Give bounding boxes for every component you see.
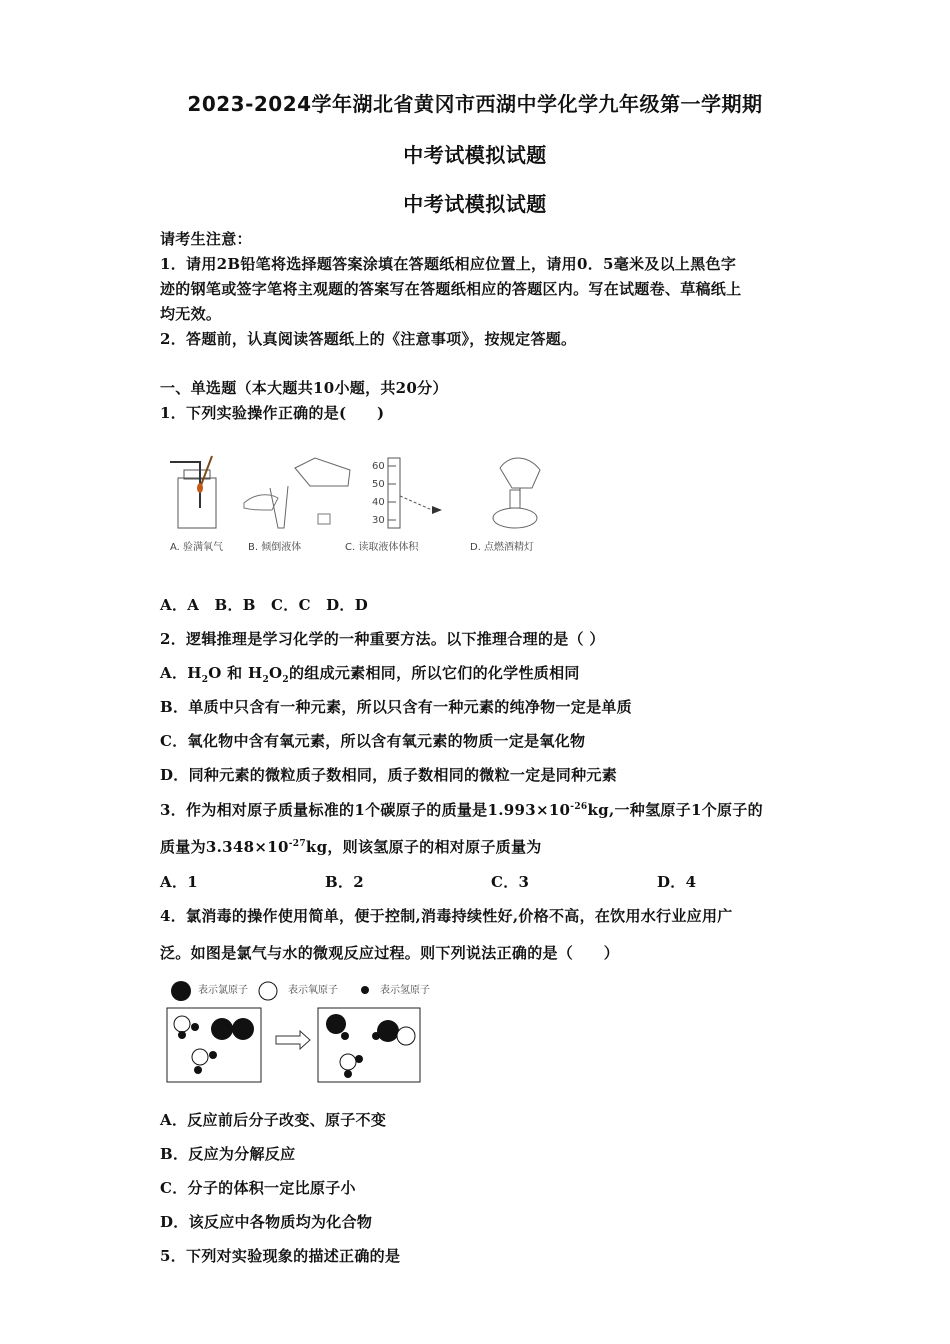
legend-chlorine-atom [171,981,191,1001]
legend-oxygen-atom [259,982,277,1000]
fig-label-d: D. 点燃酒精灯 [470,542,535,553]
q3-option-d: D．4 [657,873,697,891]
q2-option-b: B．单质中只含有一种元素，所以只含有一种元素的纯净物一定是单质 [160,698,632,716]
q2-a-text: O [269,664,283,682]
legend-chlorine-label: 表示氯原子 [198,985,248,996]
notice-heading: 请考生注意： [160,230,252,248]
q1-stem: 1．下列实验操作正确的是( ) [160,404,385,422]
q3-text: kg，则该氢原子的相对原子质量为 [305,838,542,856]
fig-a-gas-bottle [170,456,216,528]
q3-text: kg,一种氢原子1个原子的 [587,801,763,819]
q3-stem-line2 [160,836,542,857]
exam-title-line2: 中考试模拟试题 [403,143,547,167]
q3-text: 3．作为相对原子质量标准的1个碳原子的质量是1.993×10 [160,801,571,819]
legend-hydrogen-atom [361,986,369,994]
fig-label-b: B. 倾倒液体 [248,542,302,553]
cylinder-tick-40: 40 [372,497,385,508]
q2-option-d: D．同种元素的微粒质子数相同，质子数相同的微粒一定是同种元素 [160,766,618,784]
q4-option-b: B．反应为分解反应 [160,1145,296,1163]
q3-stem-line1 [160,799,763,820]
q1-options: A．A B．B C．C D．D [160,596,369,614]
q2-a-sub: 2 [282,675,289,685]
q2-a-sub: 2 [201,675,209,685]
q3-exponent: -27 [288,839,306,849]
q4-option-a: A．反应前后分子改变、原子不变 [160,1111,387,1129]
q4-stem-line2: 泛。如图是氯气与水的微观反应过程。则下列说法正确的是（ ） [160,944,620,962]
cylinder-tick-30: 30 [372,515,385,526]
cylinder-tick-60: 60 [372,461,385,472]
q3-option-a: A．1 [160,873,198,891]
fig-d-alcohol-lamp [493,458,540,528]
section1-heading: 一、单选题（本大题共10小题，共20分） [160,379,448,397]
q1-figure [160,448,580,558]
q2-a-sub: 2 [262,675,270,685]
q5-stem: 5．下列对实验现象的描述正确的是 [160,1247,401,1265]
fig-label-c: C. 读取液体体积 [345,542,419,553]
q4-stem-line1: 4．氯消毒的操作使用简单，便于控制,消毒持续性好,价格不高，在饮用水行业应用广 [160,907,733,925]
fig-label-a: A. 验满氧气 [170,542,224,553]
q2-a-text: A．H [160,664,202,682]
notice-item2: 2．答题前，认真阅读答题纸上的《注意事项》，按规定答题。 [160,330,577,348]
q4-option-c: C．分子的体积一定比原子小 [160,1179,356,1197]
notice-item1-line1: 1．请用2B铅笔将选择题答案涂填在答题纸相应位置上，请用0．5毫米及以上黑色字 [160,255,737,273]
q2-option-a [160,662,580,685]
fig-b-pouring [244,458,350,528]
q3-option-c: C．3 [491,873,530,891]
notice-item1-line2: 迹的钢笔或签字笔将主观题的答案写在答题纸相应的答题区内。写在试题卷、草稿纸上 [160,280,742,298]
fig-c-cylinder [372,458,442,528]
q4-option-d: D．该反应中各物质均为化合物 [160,1213,373,1231]
reaction-arrow [276,1031,310,1049]
q3-exponent: -26 [570,802,588,812]
q2-option-c: C．氧化物中含有氧元素，所以含有氧元素的物质一定是氧化物 [160,732,586,750]
q4-figure [160,975,460,1087]
q2-a-text: O 和 H [208,664,263,682]
cylinder-tick-50: 50 [372,479,385,490]
q3-text: 质量为3.348×10 [160,838,289,856]
exam-title-line1: 2023-2024学年湖北省黄冈市西湖中学化学九年级第一学期期 [187,92,763,116]
q3-option-b: B．2 [325,873,365,891]
legend-oxygen-label: 表示氧原子 [288,985,338,996]
q2-a-text: 的组成元素相同，所以它们的化学性质相同 [288,664,580,682]
legend-hydrogen-label: 表示氢原子 [380,985,430,996]
exam-title-line3: 中考试模拟试题 [403,192,547,216]
q2-stem: 2．逻辑推理是学习化学的一种重要方法。以下推理合理的是（ ） [160,630,605,648]
notice-item1-line3: 均无效。 [160,305,222,323]
